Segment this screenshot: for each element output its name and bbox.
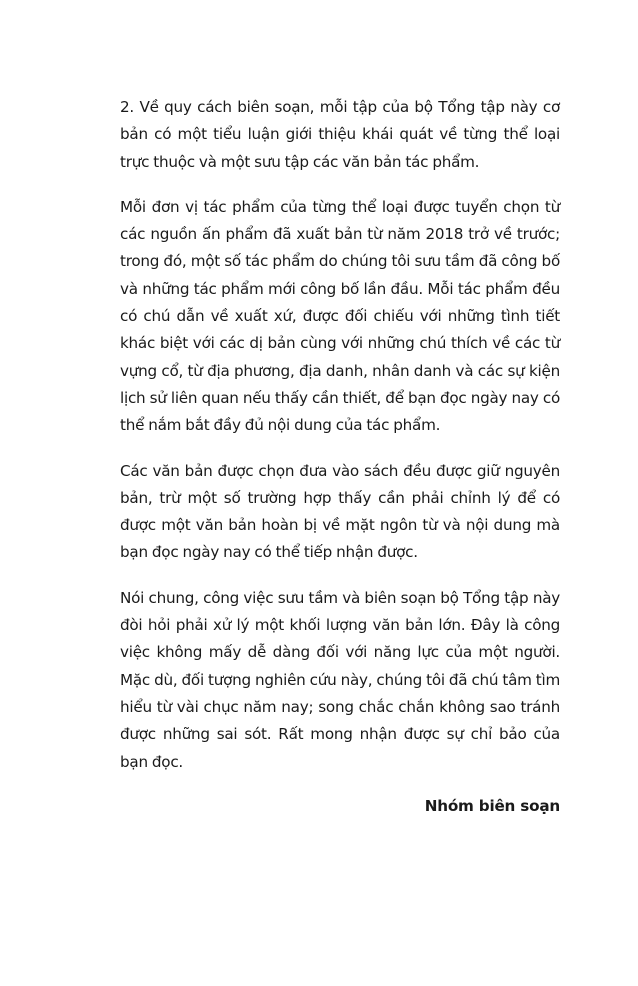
paragraph-compilation-format: 2. Về quy cách biên soạn, mỗi tập của bộ Tổng tập này cơ bản có một tiểu luận giới thiệu khái quát về từng thể loại trực thuộc và một sưu tập các văn bản tác phẩm. [120,98,560,171]
paragraph-closing-remarks: Nói chung, công việc sưu tầm và biên soạn bộ Tổng tập này đòi hỏi phải xử lý một khối lượng văn bản lớn. Đây là công việc không mấy dễ dàng đối với năng lực của một người. Mặc dù, đối tượng nghiên cứu này, chúng tôi đã chú tâm tìm hiểu từ vài chục năm nay; song chắc chắn không sao tránh được những sai sót. Rất mong nhận được sự chỉ bảo của bạn đọc. [120,588,560,771]
paragraph-text-preservation: Các văn bản được chọn đưa vào sách đều được giữ nguyên bản, trừ một số trường hợp thấy cần phải chỉnh lý để có được một văn bản hoàn bị về mặt ngôn từ và nội dung mà bạn đọc ngày nay có thể tiếp nhận được. [120,461,560,562]
editorial-signature: Nhóm biên soạn [424,796,560,815]
paragraph-work-selection: Mỗi đơn vị tác phẩm của từng thể loại được tuyển chọn từ các nguồn ấn phẩm đã xuất bản từ năm 2018 trở về trước; trong đó, một số tác phẩm do chúng tôi sưu tầm đã công bố và những tác phẩm mới công bố lần đầu. Mỗi tác phẩm đều có chú dẫn về xuất xứ, được đối chiếu với những tình tiết khác biệt với các dị bản cùng với những chú thích về các từ vựng cổ, từ địa phương, địa danh, nhân danh và các sự kiện lịch sử liên quan nếu thấy cần thiết, để bạn đọc ngày nay có thể nắm bắt đầy đủ nội dung của tác phẩm. [120,197,560,435]
body-text [120,94,560,818]
